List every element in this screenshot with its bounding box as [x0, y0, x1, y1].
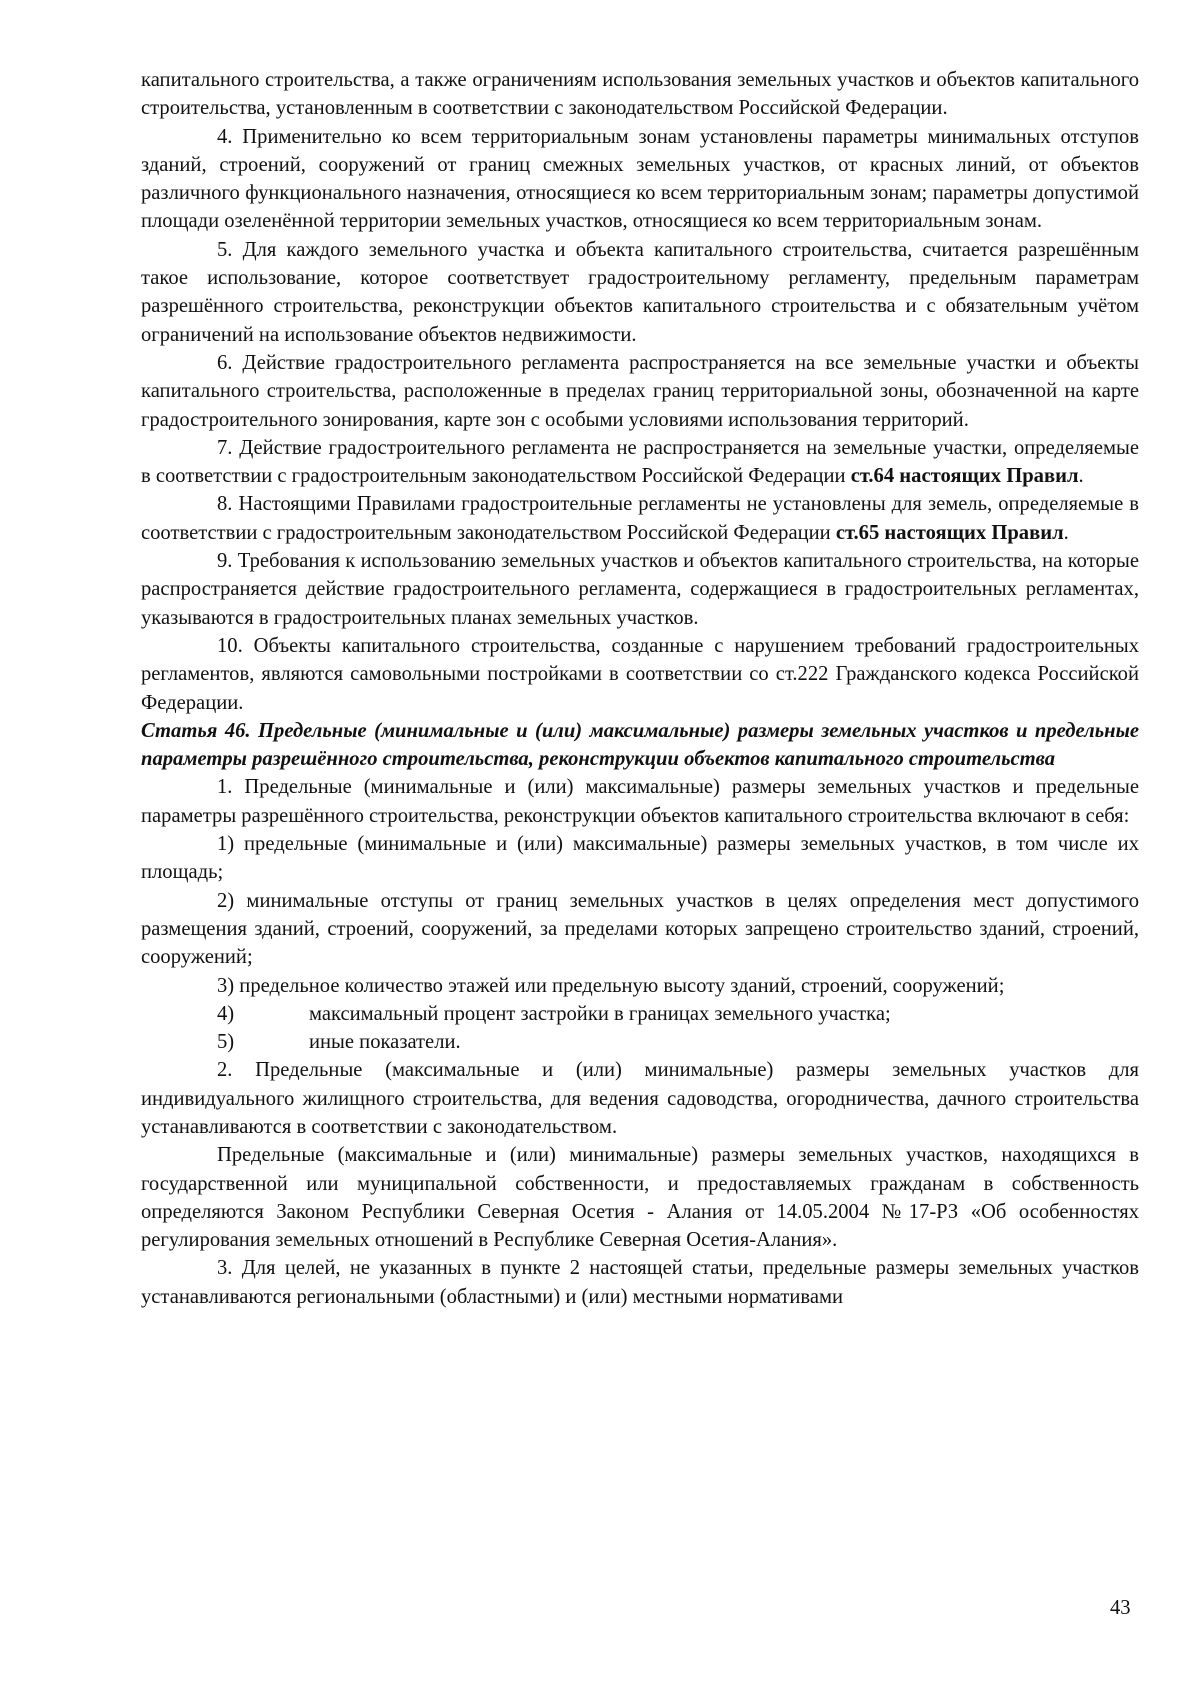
- paragraph-8-reference: ст.65 настоящих Правил: [835, 521, 1064, 544]
- page-number: 43: [1110, 1597, 1131, 1619]
- paragraph-6: 6. Действие градостроительного регламента распространяется на все земельные участки и объекты капитального строительства, расположенные в пределах границ территориальной зоны, обозначенной на карте градостроительного зонирования, карте зон с особыми условиями использования территорий.: [141, 351, 1139, 431]
- list-item-4-text: максимальный процент застройки в границах земельного участка;: [309, 1002, 891, 1025]
- paragraph-10: 10. Объекты капитального строительства, созданные с нарушением требований градостроительных регламентов, являются самовольными постройками в соответствии со ст.222 Гражданского кодекса Российской Федерации.: [141, 634, 1139, 714]
- paragraph-9: 9. Требования к использованию земельных участков и объектов капитального строительства, на которые распространяется действие градостроительного регламента, содержащиеся в градостроительных регламентах, указываются в градостроительных планах земельных участков.: [141, 550, 1139, 629]
- article-46-paragraph-3: 3. Для целей, не указанных в пункте 2 настоящей статьи, предельные размеры земельных участков устанавливаются региональными (областными) и (или) местными нормативами: [141, 1257, 1139, 1308]
- paragraph-8-text: 8. Настоящими Правилами градостроительные регламенты не установлены для земель, определяемые в соответствии с градостроительным законодательством Российской Федерации: [141, 493, 1139, 544]
- paragraph-continuation: капитального строительства, а также ограничениям использования земельных участков и объектов капитального строительства, установленным в соответствии с законодательством Российской Федерации.: [141, 69, 1139, 120]
- paragraph-8-period: .: [1063, 521, 1069, 544]
- article-46-paragraph-2b: Предельные (максимальные и (или) минимальные) размеры земельных участков, находящихся в государственной или муниципальной собственности, и предоставляемых гражданам в собственность определяются Законом Республики Северная Осетия - Алания от 14.05.2004 №17-РЗ «Об особенностях регулирования земельных отношений в Республике Северная Осетия-Алания».: [141, 1144, 1139, 1252]
- list-item-5-text: иные показатели.: [309, 1031, 461, 1054]
- paragraph-4: 4. Применительно ко всем территориальным зонам установлены параметры минимальных отступов зданий, строений, сооружений от границ смежных земельных участков, от красных линий, от объектов различного функционального назначения, относящиеся ко всем территориальным зонам; параметры допустимой площади озеленённой территории земельных участков, относящиеся ко всем территориальным зонам.: [141, 125, 1139, 233]
- list-item-2: 2) минимальные отступы от границ земельных участков в целях определения мест допустимого размещения зданий, строений, сооружений, за пределами которых запрещено строительство зданий, строений, сооружений;: [141, 889, 1139, 969]
- article-46-paragraph-1: 1. Предельные (минимальные и (или) максимальные) размеры земельных участков и предельные параметры разрешённого строительства, реконструкции объектов капитального строительства включают в себя:: [141, 776, 1139, 827]
- list-item-3: 3) предельное количество этажей или предельную высоту зданий, строений, сооружений;: [217, 974, 1005, 997]
- paragraph-5: 5. Для каждого земельного участка и объекта капитального строительства, считается разрешённым такое использование, которое соответствует градостроительному регламенту, предельным параметрам разрешённого строительства, реконструкции объектов капитального строительства и с обязательным учётом ограничений на использование объектов недвижимости.: [141, 238, 1139, 346]
- article-46-paragraph-2: 2. Предельные (максимальные и (или) минимальные) размеры земельных участков для индивидуального жилищного строительства, для ведения садоводства, огородничества, дачного строительства устанавливаются в соответствии с законодательством.: [141, 1059, 1139, 1138]
- paragraph-7-reference: ст.64 настоящих Правил: [850, 465, 1079, 488]
- list-item-4: [141, 1000, 1139, 1028]
- document-body: [141, 66, 1139, 1311]
- list-item-4-number: 4): [217, 1002, 235, 1025]
- article-46-heading: Статья 46. Предельные (минимальные и (или) максимальные) размеры земельных участков и предельные параметры разрешённого строительства, реконструкции объектов капитального строительства: [141, 719, 1139, 771]
- paragraph-7: [141, 434, 1139, 491]
- paragraph-7-period: .: [1078, 465, 1084, 488]
- paragraph-8: [141, 490, 1139, 547]
- list-item-1: 1) предельные (минимальные и (или) максимальные) размеры земельных участков, в том числе их площадь;: [141, 833, 1139, 884]
- list-item-5-number: 5): [217, 1031, 235, 1054]
- paragraph-7-text: 7. Действие градостроительного регламента не распространяется на земельные участки, определяемые в соответствии с градостроительным законодательством Российской Федерации: [141, 436, 1139, 488]
- list-item-5: [141, 1028, 1139, 1056]
